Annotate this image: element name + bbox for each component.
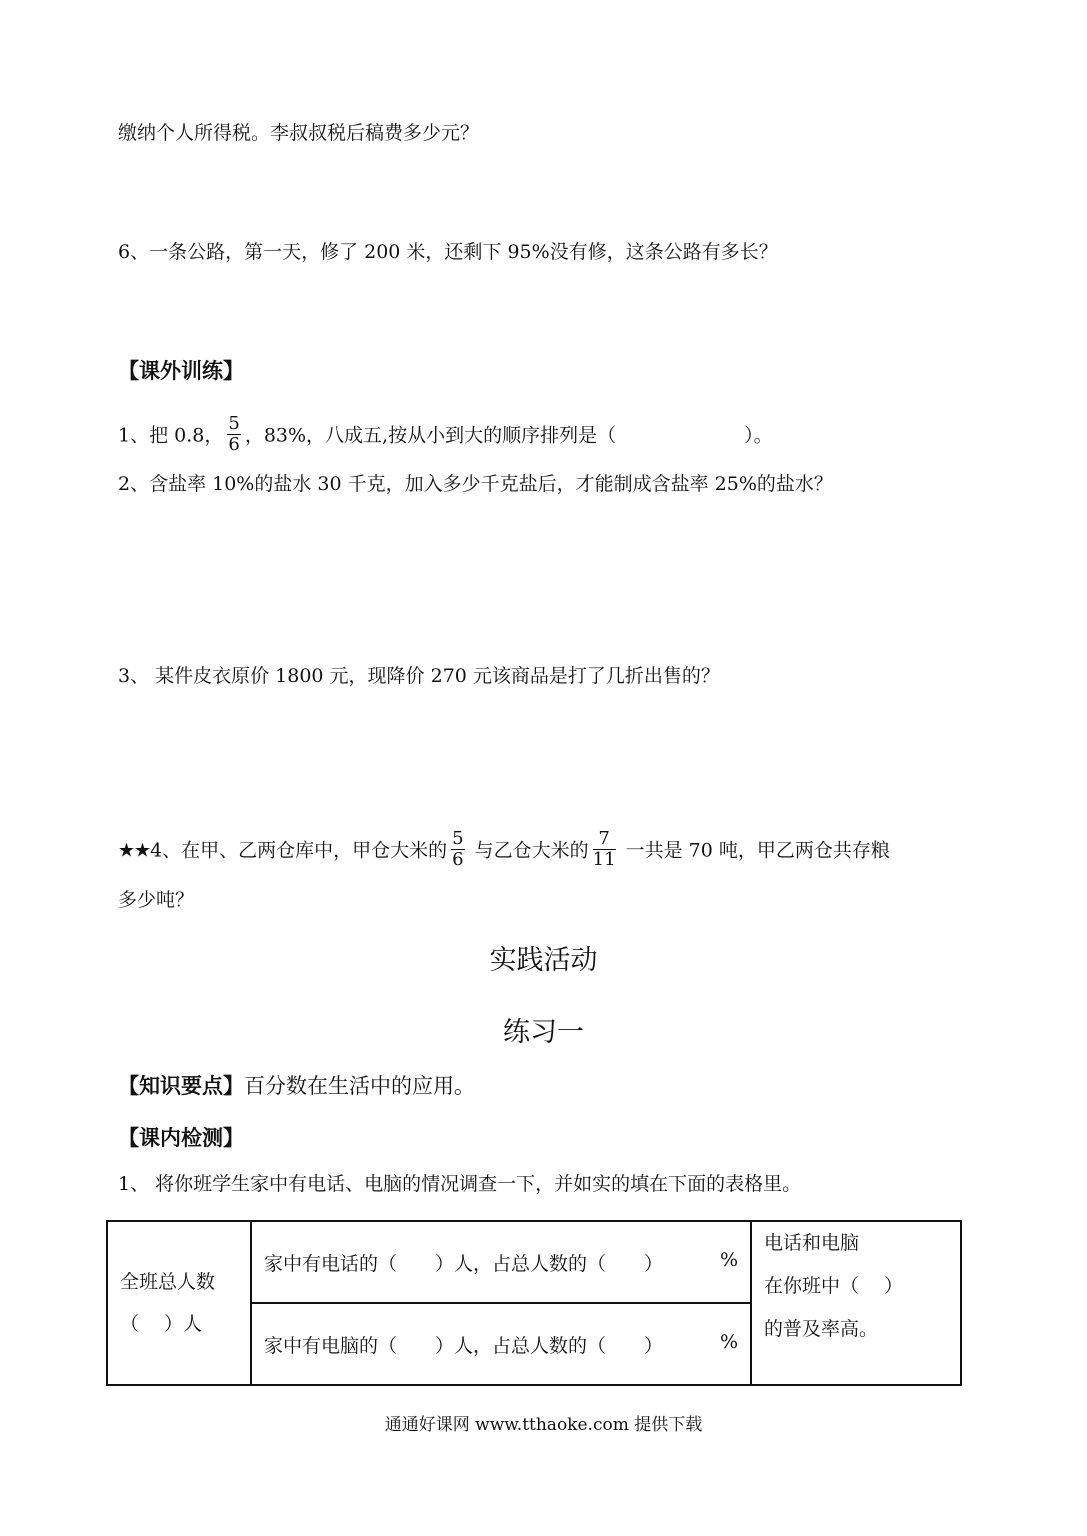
exercise-1-suffix: ）。 (744, 424, 773, 447)
knowledge-text: 百分数在生活中的应用。 (244, 1074, 475, 1098)
exercise-4-line2: 多少吨？ (118, 889, 195, 911)
question-6: 6、一条公路，第一天，修了 200 米，还剩下 95%没有修，这条公路有多长？ (118, 241, 778, 263)
table-row (107, 1221, 961, 1303)
difficulty-stars: ★★ (118, 839, 151, 862)
comparison-line1: 电话和电脑 (764, 1232, 860, 1254)
comparison-line3: 的普及率高。 (764, 1318, 879, 1340)
fraction-five-sixths (227, 414, 240, 455)
fraction-numerator: 5 (228, 413, 240, 434)
fraction-denominator: 6 (452, 849, 464, 870)
exercise-2: 2、含盐率 10%的盐水 30 千克，加入多少千克盐后，才能制成含盐率 25%的盐水？ (118, 473, 833, 495)
knowledge-label: 【知识要点】 (118, 1074, 244, 1098)
section-in-class-check: 【课内检测】 (118, 1126, 244, 1150)
exercise-1-prefix: 1、把 0.8， (118, 424, 224, 447)
exercise-1 (118, 413, 773, 457)
comparison-line2[interactable]: 在你班中（ ） (764, 1275, 904, 1297)
knowledge-points (118, 1072, 475, 1100)
continuation-text: 缴纳个人所得税。李叔叔税后稿费多少元？ (118, 122, 480, 144)
total-blank[interactable]: （ ）人 (120, 1313, 203, 1335)
fraction-seven-elevenths (593, 829, 616, 870)
exercise-4-part1: 4、在甲、乙两仓库中，甲仓大米的 (150, 839, 448, 862)
comparison-cell (751, 1221, 961, 1385)
exercise-3: 3、 某件皮衣原价 1800 元，现降价 270 元该商品是打了几折出售的？ (118, 665, 720, 687)
exercise-4-part3: 一共是 70 吨，甲乙两仓共存粮 (619, 839, 890, 862)
phone-text[interactable]: 家中有电话的（ ）人，占总人数的（ ） (264, 1252, 664, 1275)
fraction-numerator: 7 (593, 829, 616, 850)
page-title-sub: 练习一 (503, 1017, 584, 1048)
total-label: 全班总人数 (120, 1271, 216, 1293)
exercise-4-part2: 与乙仓大米的 (468, 839, 589, 862)
fraction-numerator: 5 (452, 828, 464, 849)
section-extra-training: 【课外训练】 (118, 359, 244, 383)
phone-cell (251, 1221, 751, 1303)
fraction-denominator: 11 (592, 849, 616, 870)
page-title-main: 实践活动 (489, 945, 598, 976)
phone-unit: % (719, 1248, 738, 1271)
exercise-4 (118, 828, 890, 872)
fraction-five-sixths (451, 829, 464, 870)
computer-cell (251, 1303, 751, 1385)
task-1: 1、 将你班学生家中有电话、电脑的情况调查一下，并如实的填在下面的表格里。 (118, 1173, 802, 1195)
exercise-1-middle: ，83%，八成五,按从小到大的顺序排列是（ (244, 424, 617, 447)
total-students-cell (107, 1221, 251, 1385)
fraction-denominator: 6 (228, 434, 240, 455)
survey-table (106, 1220, 962, 1386)
computer-unit: % (719, 1330, 738, 1353)
computer-text[interactable]: 家中有电脑的（ ）人，占总人数的（ ） (264, 1334, 664, 1357)
footer-credit: 通通好课网 www.tthaoke.com 提供下载 (384, 1415, 703, 1435)
